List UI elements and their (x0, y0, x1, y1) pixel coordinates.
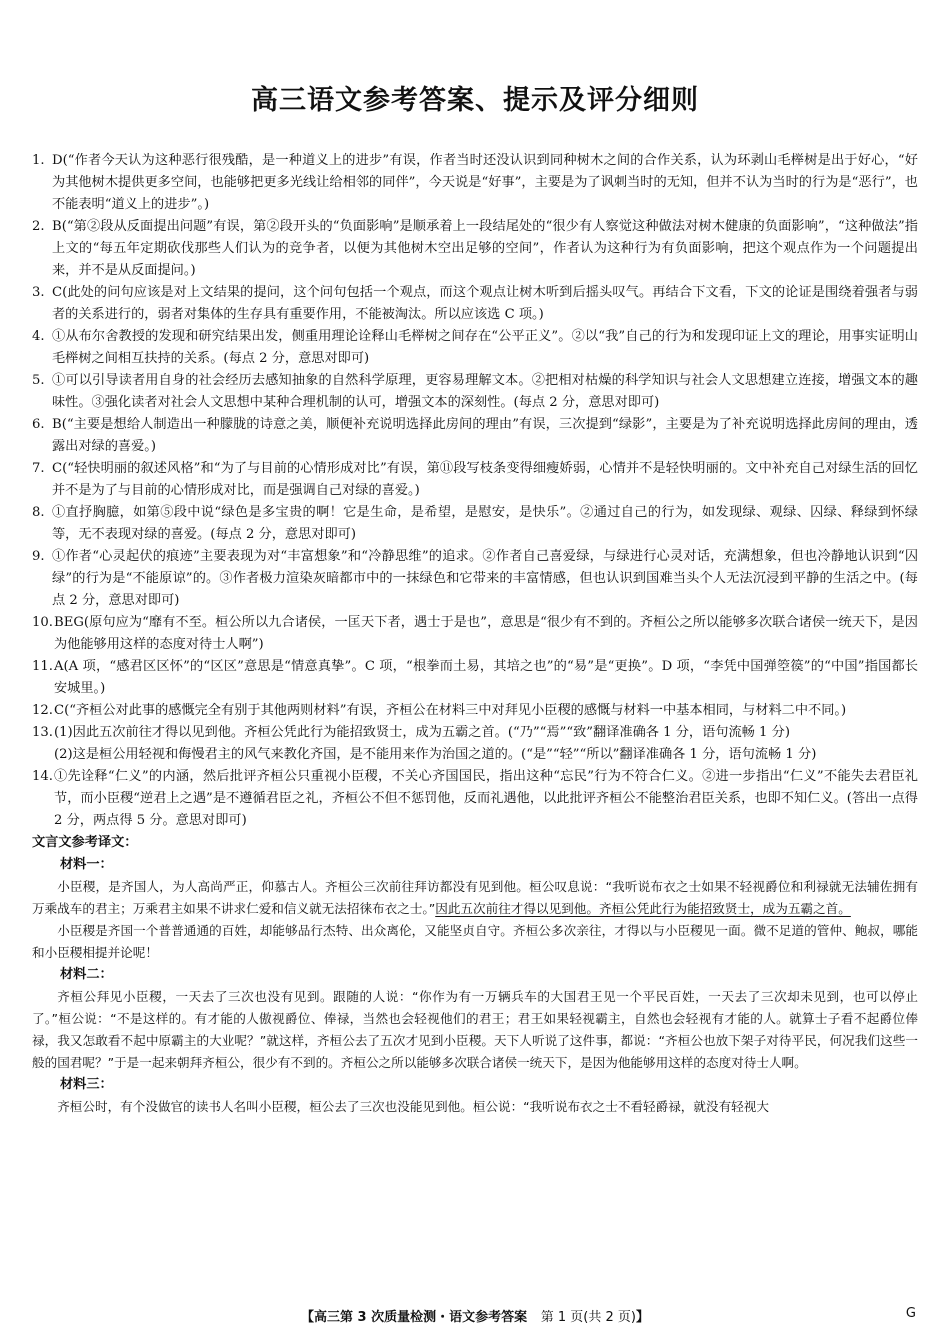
answer-item: 8. ①直抒胸臆，如第⑤段中说“绿色是多宝贵的啊！它是生命，是希望，是慰安，是快乐”。②通过自己的行为，如发现绿、观绿、囚绿、释绿到怀绿等，无不表现对绿的喜爱。(每点 2 分，意思对即可) (32, 505, 918, 542)
footer-close-bracket: 】 (635, 1310, 649, 1325)
material-2-paragraph: 齐桓公拜见小臣稷，一天去了三次也没有见到。跟随的人说：“你作为有一万辆兵车的大国君王见一个平民百姓，一天去了三次却未见到，也可以停止了。”桓公说：“不是这样的。有才能的人傲视爵位、俸禄，当然也会轻视他们的君王；君王如果轻视霸主，自然也会轻视有才能的人。就算士子看不起爵位俸禄，我又怎敢看不起中原霸主的大业呢？”就这样，齐桓公去了五次才见到小臣稷。天下人听说了这件事，都说：“齐桓公也放下架子对待平民，何况我们这些一般的国君呢？”于是一起来朝拜齐桓公，很少有不到的。齐桓公之所以能够多次联合诸侯一统天下，是因为他能够用这样的态度对待士人啊。 (32, 989, 918, 1070)
answer-13-part1: (1)因此五次前往才得以见到他。齐桓公凭此行为能招致贤士，成为五霸之首。(“乃”“焉”“致”翻译准确各 1 分，语句流畅 1 分) (54, 725, 790, 740)
page-number: 第 1 页(共 2 页) (540, 1310, 636, 1325)
answer-item-14: 14. ①先诠释“仁义”的内涵，然后批评齐桓公只重视小臣稷，不关心齐国国民，指出这种“忘民”行为不符合仁义。②进一步指出“仁义”不能失去君臣礼节，而小臣稷“逆君上之遇”是不遵循君臣之礼，齐桓公不但不惩罚他，反而礼遇他，以此批评齐桓公不能整治君臣关系，也即不知仁义。(答出一点得 2 分，两点得 5 分。意思对即可) (32, 769, 918, 828)
answer-item: 3. C(此处的问句应该是对上文结果的提问，这个问句包括一个观点，而这个观点让树木听到后摇头叹气。再结合下文看，下文的论证是围绕着强者与弱者的关系进行的，弱者对集体的生存具有重要作用，不能被淘汰。所以应该选 C 项。) (32, 285, 918, 322)
answer-item: 6. B(“主要是想给人制造出一种朦胧的诗意之美，顺便补充说明选择此房间的理由”有误，三次提到“绿影”，主要是为了补充说明选择此房间的理由，透露出对绿的喜爱。) (32, 417, 918, 454)
page-footer (0, 1306, 950, 1325)
material-2-title: 材料二： (60, 967, 113, 982)
version-letter: G (905, 1306, 916, 1321)
answer-item: 1. D(“作者今天认为这种恶行很残酷，是一种道义上的进步”有误，作者当时还没认识到同种树木之间的合作关系，认为环剥山毛榉树是出于好心，“好为其他树木提供更多空间，也能够把更多光线让给相邻的同伴”，今天说是“好事”，主要是为了讽刺当时的无知，但并不认为当时的行为是“恶行”，也不能表明“道义上的进步”。) (32, 153, 918, 212)
answer-item-13: 13. (1)因此五次前往才得以见到他。齐桓公凭此行为能招致贤士，成为五霸之首。(“乃”“焉”“致”翻译准确各 1 分，语句流畅 1 分) (2)这是桓公用轻视和侮慢君主的风气来教化齐国，是不能用来作为治国之道的。(“是”“轻”“所以”翻译准确各 1 分，语句流畅 1 分) (32, 722, 918, 766)
answers-list (32, 150, 918, 1118)
answer-item: 2. B(“第②段从反面提出问题”有误，第②段开头的“负面影响”是顺承着上一段结尾处的“很少有人察觉这种做法对树木健康的负面影响”，“这种做法”指上文的“每五年定期砍伐那些人们认为的竞争者，以便为其他树木空出足够的空间”，作者认为这种行为有负面影响，把这个观点作为一个问题提出来，并不是从反面提问。) (32, 219, 918, 278)
material-3-title: 材料三： (60, 1077, 113, 1092)
answer-13-part2: (2)这是桓公用轻视和侮慢君主的风气来教化齐国，是不能用来作为治国之道的。(“是”“轻”“所以”翻译准确各 1 分，语句流畅 1 分) (54, 747, 817, 762)
underlined-sentence: 因此五次前往才得以见到他。齐桓公凭此行为能招致贤士，成为五霸之首。 (435, 901, 851, 916)
material-1-paragraph-2: 小臣稷是齐国一个普普通通的百姓，却能够品行杰特、出众离伦，又能坚贞自守。齐桓公多次亲往，才得以与小臣稷见一面。微不足道的管仲、鲍叔，哪能和小臣稷相提并论呢！ (32, 923, 918, 960)
material-3-paragraph: 齐桓公时，有个没做官的读书人名叫小臣稷，桓公去了三次也没能见到他。桓公说：“我听说布衣之士不看轻爵禄，就没有轻视大 (57, 1099, 769, 1114)
footer-exam-name: 【高三第 3 次质量检测・语文参考答案 (301, 1310, 528, 1325)
translation-heading: 文言文参考译文： (32, 835, 138, 850)
answer-item: 11. A(A 项，“感君区区怀”的“区区”意思是“情意真挚”。C 项，“根拳而土易，其培之也”的“易”是“更换”。D 项，“李凭中国弹箜篌”的“中国”指国都长安城里。) (32, 659, 918, 696)
answer-item: 12. C(“齐桓公对此事的感慨完全有别于其他两则材料”有误，齐桓公在材料三中对拜见小臣稷的感慨与材料一中基本相同，与材料二中不同。) (32, 703, 847, 718)
answer-item: 7. C(“轻快明丽的叙述风格”和“为了与目前的心情形成对比”有误，第⑪段写枝条变得细瘦娇弱，心情并不是轻快明丽的。文中补充自己对绿生活的回忆并不是为了与目前的心情形成对比，而是强调自己对绿的喜爱。) (32, 461, 918, 498)
material-1-paragraph: 小臣稷，是齐国人，为人高尚严正，仰慕古人。齐桓公三次前往拜访都没有见到他。桓公叹息说：“我听说布衣之士如果不轻视爵位和利禄就无法辅佐拥有万乘战车的君主；万乘君主如果不讲求仁爱和信义就无法招徕布衣之士。”因此五次前往才得以见到他。齐桓公凭此行为能招致贤士，成为五霸之首。 (32, 879, 918, 916)
answer-item: 5. ①可以引导读者用自身的社会经历去感知抽象的自然科学原理，更容易理解文本。②把相对枯燥的科学知识与社会人文思想建立连接，增强文本的趣味性。③强化读者对社会人文思想中某种合理机制的认可，增强文本的深刻性。(每点 2 分，意思对即可) (32, 373, 918, 410)
answer-item: 4. ①从布尔舍教授的发现和研究结果出发，侧重用理论诠释山毛榉树之间存在“公平正义”。②以“我”自己的行为和发现印证上文的理论，用事实证明山毛榉树之间相互扶持的关系。(每点 2 分，意思对即可) (32, 329, 918, 366)
answer-item: 9. ①作者“心灵起伏的痕迹”主要表现为对“丰富想象”和“冷静思维”的追求。②作者自己喜爱绿，与绿进行心灵对话，充满想象，但也冷静地认识到“囚绿”的行为是“不能原谅”的。③作者极力渲染灰暗都市中的一抹绿色和它带来的丰富情感，但也认识到国难当头个人无法沉浸到平静的生活之中。(每点 2 分，意思对即可) (32, 549, 918, 608)
material-1-title: 材料一： (60, 857, 113, 872)
page-title: 高三语文参考答案、提示及评分细则 (251, 85, 699, 116)
answer-item: 10. BEG(原句应为“靡有不至。桓公所以九合诸侯，一匡天下者，遇士于是也”，意思是“很少有不到的。齐桓公之所以能够多次联合诸侯一统天下，是因为他能够用这样的态度对待士人啊”) (32, 615, 918, 652)
